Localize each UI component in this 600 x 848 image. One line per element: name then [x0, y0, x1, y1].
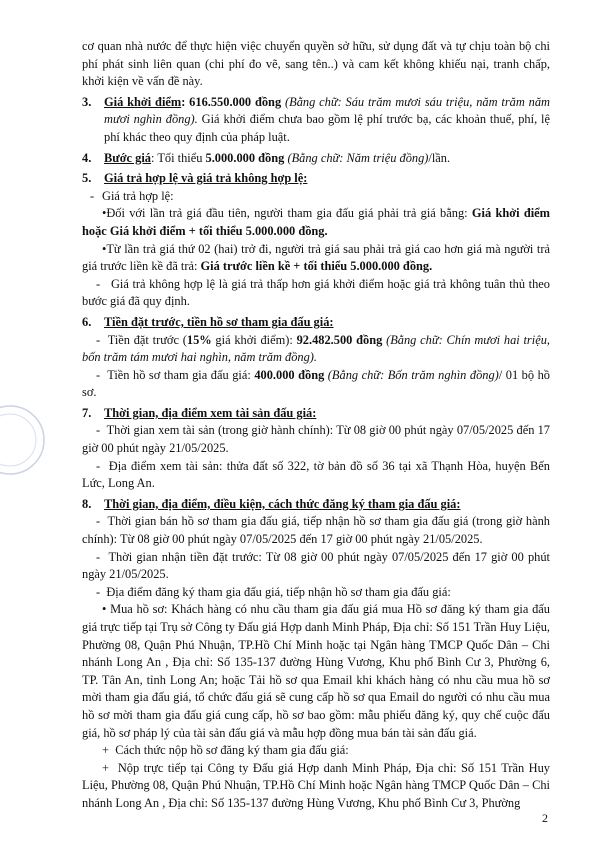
dash-marker: -: [96, 458, 101, 473]
registration-place-text: Địa điểm đăng ký tham gia đấu giá, tiếp nhận hồ sơ tham gia đấu giá:: [106, 584, 451, 599]
starting-price-note: Giá khởi điểm chưa bao gồm lệ phí trước bạ, các khoản thuế, phí, lệ phí khác theo quy định của pháp luật.: [104, 112, 550, 144]
dash-marker: -: [96, 276, 101, 291]
dossier-fee-paragraph: [82, 367, 550, 402]
deposit-words: (Bằng chữ: Chín mươi hai triệu, bốn trăm tám mươi hai nghìn, năm trăm đồng).: [82, 332, 550, 365]
bullet-marker: •: [102, 241, 107, 256]
dossier-fee-words: (Bằng chữ: Bốn trăm nghìn đồng): [324, 367, 499, 382]
starting-price-words: (Bằng chữ: Sáu trăm mươi sáu triệu, năm trăm năm mươi nghìn đồng).: [104, 94, 551, 127]
dossier-fee-post: / 01 bộ hồ sơ.: [82, 367, 550, 400]
sale-time-text: Thời gian bán hồ sơ tham gia đấu giá, tiếp nhận hồ sơ tham gia đấu giá (trong giờ hành chính): Từ 08 giờ 00 phút ngày 07/05/2025 đến 17 giờ 00 phút ngày 21/05/2025.: [82, 514, 550, 547]
bullet-bold-text: Giá khởi điểm hoặc Giá khởi điểm + tối thiểu 5.000.000 đồng.: [82, 206, 550, 238]
dash-marker: -: [96, 423, 101, 438]
dash-marker: -: [96, 584, 101, 599]
bullet-marker: •: [102, 206, 107, 221]
valid-bid-label: Giá trả hợp lệ:: [102, 188, 174, 203]
page-number: 2: [542, 811, 548, 825]
bullet-text: Đối với lần trả giá đầu tiên, người tham gia đấu giá phải trả giá bằng:: [106, 206, 472, 221]
section-5-heading: [82, 170, 550, 188]
bullet-text: Từ lần trả giá thứ 02 (hai) trở đi, người trả giá sau phải trả giá cao hơn giá mà người trả giá trước liền kề đã trả:: [82, 241, 550, 274]
intro-paragraph: cơ quan nhà nước để thực hiện việc chuyển quyền sở hữu, sử dụng đất và tự chịu toàn bộ chi phí phát sinh liên quan (chi phí đo vẽ, sang tên..) và cam kết không khiếu nại, tranh chấp, khởi kiện về vấn đề này.: [82, 39, 550, 89]
section-title: Giá khởi điểm: [104, 94, 182, 109]
deposit-mid: giá khởi điểm):: [211, 332, 297, 347]
section-8-heading: [82, 496, 550, 514]
viewing-time-text: Thời gian xem tài sản (trong giờ hành chính): Từ 08 giờ 00 phút ngày 07/05/2025 đến 17 giờ 00 phút ngày 21/05/2025.: [82, 423, 550, 456]
bid-step-amount: 5.000.000 đồng: [205, 150, 285, 165]
section-3-heading: [82, 94, 550, 147]
section-number: 6.: [82, 314, 92, 329]
viewing-time-paragraph: [82, 422, 550, 457]
section-7-heading: [82, 405, 550, 423]
dash-marker: -: [96, 367, 101, 382]
section-number: 5.: [82, 171, 92, 186]
section-title: Tiền đặt trước, tiền hồ sơ tham gia đấu giá:: [104, 314, 334, 329]
section-title: Bước giá: [104, 150, 151, 165]
dossier-fee-label: Tiền hồ sơ tham gia đấu giá:: [107, 367, 255, 382]
plus-marker: +: [102, 743, 109, 758]
section-number: 7.: [82, 405, 92, 420]
section-6-heading: [82, 314, 550, 332]
buy-dossier-paragraph: [82, 601, 550, 742]
invalid-bid-text: Giá trả không hợp lệ là giá trả thấp hơn giá khởi điểm hoặc giá trả không tuân thủ theo bước giá đã quy định.: [82, 276, 551, 309]
dash-marker: -: [96, 549, 101, 564]
buy-dossier-text: Mua hồ sơ: Khách hàng có nhu cầu tham gia đấu giá mua Hồ sơ đăng ký tham gia đấu giá trực tiếp tại Trụ sở Công ty Đấu giá Hợp danh Minh Pháp, Địa chỉ: Số 151 Trần Huy Liệu, Phường 08, Quận Phú Nhuận, TP.Hồ Chí Minh hoặc tại Ngân hàng TMCP Quốc Dân – Chi nhánh Long An , Địa chỉ: Số 135-137 đường Hùng Vương, Khu phố Bình Cư 3, Phường 6, TP. Tân An, tỉnh Long An; hoặc Tải hồ sơ qua Email khi khách hàng có nhu cầu mua hồ sơ mời tham gia đấu giá, tổ chức đấu giá sẽ cung cấp hồ sơ qua Email do người có nhu cầu mua hồ sơ mời tham gia đấu giá cung cấp, hồ sơ bao gồm: mẫu phiếu đăng ký, quy chế cuộc đấu giá, hồ sơ pháp lý của tài sản đấu giá và mẫu hợp đồng mua bán tài sản đấu giá.: [82, 602, 550, 740]
deposit-percent: 15%: [186, 332, 212, 347]
viewing-place-text: Địa điểm xem tài sản: thửa đất số 322, tờ bản đồ số 36 tại xã Thạnh Hòa, huyện Bến Lức, Long An.: [82, 458, 550, 491]
bullet-first-bid: [82, 205, 550, 240]
registration-place-paragraph: [82, 584, 550, 602]
submission-method-paragraph: [82, 742, 550, 760]
dash-marker: -: [90, 188, 95, 203]
bid-step-words: (Bằng chữ: Năm triệu đồng): [284, 150, 429, 165]
dash-marker: -: [96, 514, 101, 529]
dossier-fee-amount: 400.000 đồng: [254, 367, 325, 382]
section-title: Thời gian, địa điểm, điều kiện, cách thức đăng ký tham gia đấu giá:: [104, 496, 461, 511]
deposit-label: Tiền đặt trước (: [107, 332, 187, 347]
list-item: [82, 188, 550, 206]
starting-price: : 616.550.000 đồng: [181, 94, 282, 109]
stamp-watermark: [0, 400, 60, 480]
direct-submission-paragraph: [82, 760, 550, 813]
bullet-marker: •: [102, 602, 107, 617]
section-title: Thời gian, địa điểm xem tài sản đấu giá:: [104, 405, 317, 420]
dash-marker: -: [96, 332, 101, 347]
bid-step-pre: : Tối thiểu: [151, 150, 206, 165]
section-title: Giá trả hợp lệ và giá trả không hợp lệ:: [104, 171, 308, 186]
section-number: 8.: [82, 496, 92, 511]
viewing-place-paragraph: [82, 458, 550, 493]
sale-time-paragraph: [82, 513, 550, 548]
deposit-time-paragraph: [82, 549, 550, 584]
bullet-second-bid: [82, 241, 550, 276]
section-number: 3.: [82, 94, 92, 109]
deposit-amount: 92.482.500 đồng: [296, 332, 383, 347]
plus-marker: +: [102, 760, 109, 775]
section-4-heading: [82, 150, 550, 168]
section-number: 4.: [82, 150, 92, 165]
document-page: [82, 38, 550, 813]
invalid-bid-paragraph: [82, 276, 550, 311]
deposit-paragraph: [82, 332, 550, 367]
bid-step-post: /lần.: [428, 150, 451, 165]
direct-submission-text: Nộp trực tiếp tại Công ty Đấu giá Hợp danh Minh Pháp, Địa chỉ: Số 151 Trần Huy Liệu, Phường 08, Quận Phú Nhuận, TP.Hồ Chí Minh hoặc Ngân hàng TMCP Quốc Dân – Chi nhánh Long An , Địa chỉ: Số 135-137 đường Hùng Vương, Khu phố Bình Cư 3, Phường: [82, 760, 550, 810]
submission-method-text: Cách thức nộp hồ sơ đăng ký tham gia đấu giá:: [115, 743, 349, 758]
bullet-bold-text: Giá trước liền kề + tối thiểu 5.000.000 đồng.: [200, 259, 433, 274]
deposit-time-text: Thời gian nhận tiền đặt trước: Từ 08 giờ 00 phút ngày 07/05/2025 đến 17 giờ 00 phút ngày 21/05/2025.: [82, 549, 550, 582]
